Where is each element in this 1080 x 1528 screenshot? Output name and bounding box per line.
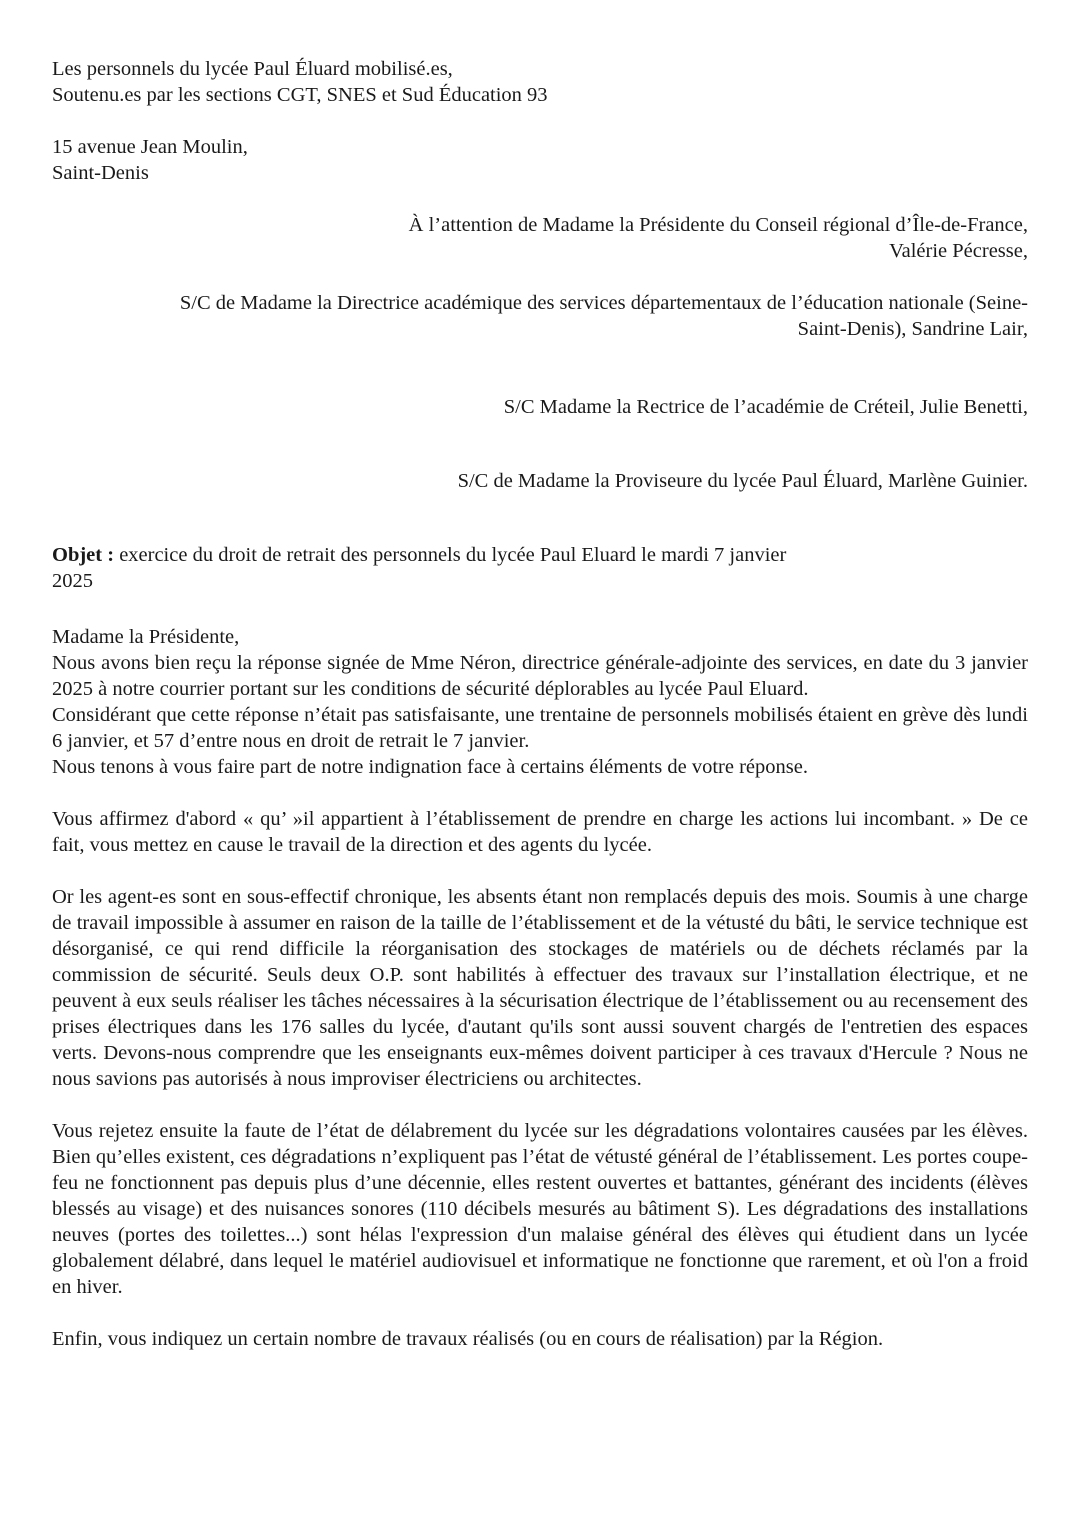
paragraph: Considérant que cette réponse n’était pas satisfaisante, une trentaine de personnels mobilisés étaient en grève dès lundi 6 janvier, et 57 d’entre nous en droit de retrait le 7 janvier. (52, 704, 1028, 752)
recipient-line: S/C de Madame la Proviseure du lycée Paul Éluard, Marlène Guinier. (457, 470, 1028, 492)
paragraph: Nous tenons à vous faire part de notre indignation face à certains éléments de votre réponse. (52, 756, 808, 778)
object-text: 2025 (52, 570, 93, 592)
recipient-line: À l’attention de Madame la Présidente du Conseil régional d’Île-de-France, (408, 214, 1028, 236)
paragraph: Enfin, vous indiquez un certain nombre de travaux réalisés (ou en cours de réalisation) par la Région. (52, 1328, 884, 1350)
sender-line: Soutenu.es par les sections CGT, SNES et Sud Éducation 93 (52, 84, 548, 106)
sender-line: Les personnels du lycée Paul Éluard mobilisé.es, (52, 58, 453, 80)
recipient-line: Saint-Denis), Sandrine Lair, (797, 318, 1028, 340)
object-text: exercice du droit de retrait des personnels du lycée Paul Eluard le mardi 7 janvier (114, 544, 787, 566)
paragraph: Vous rejetez ensuite la faute de l’état de délabrement du lycée sur les dégradations volontaires causées par les élèves. Bien qu’elles existent, ces dégradations n’expliquent pas l’état de vétusté général de l’établissement. Les portes coupe-feu ne fonctionnent pas depuis plus d’une décennie, elles restent ouvertes et battantes, générant des incidents (élèves blessés au visage) et des nuisances sonores (110 décibels mesurés au bâtiment S). Les dégradations des installations neuves (portes des toilettes...) sont hélas l'expression d'un malaise général des élèves qui étudient dans un lycée globalement délabré, dans lequel le matériel audiovisuel et informatique ne fonctionne que rarement, et où l'on a froid en hiver. (52, 1120, 1028, 1298)
letter-page (52, 56, 1028, 1352)
paragraph: Nous avons bien reçu la réponse signée de Mme Néron, directrice générale-adjointe des services, en date du 3 janvier 2025 à notre courrier portant sur les conditions de sécurité déplorables au lycée Paul Eluard. (52, 652, 1028, 700)
recipient-dasen (52, 290, 1028, 342)
object-label: Objet : (52, 544, 115, 566)
recipient-proviseure (52, 468, 1028, 494)
address-line: 15 avenue Jean Moulin, (52, 136, 248, 158)
sender-block (52, 56, 1028, 108)
address-line: Saint-Denis (52, 162, 149, 184)
paragraph: Or les agent-es sont en sous-effectif chronique, les absents étant non remplacés depuis des mois. Soumis à une charge de travail impossible à assumer en raison de la taille de l’établissement et de la vétusté du bâti, le service technique est désorganisé, ce qui rend difficile la réorganisation des stockages de matériels ou de déchets réclamés par la commission de sécurité. Seuls deux O.P. sont habilités à effectuer des travaux sur l’installation électrique, et ne peuvent à eux seuls réaliser les tâches nécessaires à la sécurisation électrique de l’établissement ou au recensement des prises électriques dans les 176 salles du lycée, d'autant qu'ils sont aussi souvent chargés de l'entretien des espaces verts. Devons-nous comprendre que les enseignants eux-mêmes doivent participer à ces travaux d'Hercule ? Nous ne nous savions pas autorisés à nous improviser électriciens ou architectes. (52, 886, 1028, 1090)
object-block (52, 542, 1028, 594)
recipient-line: Valérie Pécresse, (889, 240, 1028, 262)
recipient-rectrice (52, 394, 1028, 420)
recipient-president (52, 212, 1028, 264)
paragraph: Vous affirmez d'abord « qu’ »il appartient à l’établissement de prendre en charge les actions lui incombant. » De ce fait, vous mettez en cause le travail de la direction et des agents du lycée. (52, 808, 1028, 856)
recipient-line: S/C Madame la Rectrice de l’académie de Créteil, Julie Benetti, (503, 396, 1028, 418)
recipient-line: S/C de Madame la Directrice académique des services départementaux de l’éducation nationale (Seine- (179, 292, 1028, 314)
salutation: Madame la Présidente, (52, 626, 240, 648)
address-block (52, 134, 1028, 186)
